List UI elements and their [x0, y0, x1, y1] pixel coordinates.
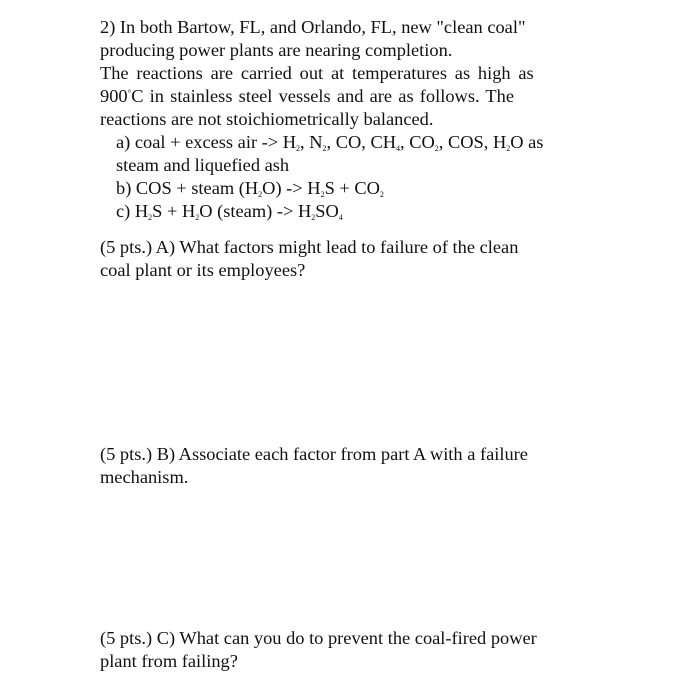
part-a-question — [100, 236, 580, 282]
temperature-rest: C in stainless steel vessels and are as follows. The — [131, 86, 515, 106]
reaction-a: a) coal + excess air -> H2, N2, CO, CH4, CO2, COS, H2O as — [116, 132, 544, 153]
part-a-line-2: coal plant or its employees? — [100, 260, 306, 280]
reaction-c: c) H2S + H2O (steam) -> H2SO4 — [116, 201, 343, 222]
intro-line-1: 2) In both Bartow, FL, and Orlando, FL, new "clean coal" — [100, 17, 526, 37]
degree-symbol: ° — [127, 88, 132, 98]
part-a-line-1: (5 pts.) A) What factors might lead to failure of the clean — [100, 237, 519, 257]
part-b-line-1: (5 pts.) B) Associate each factor from part A with a failure — [100, 444, 528, 464]
intro-line-3: The reactions are carried out at temperatures as high as — [100, 63, 534, 83]
part-c-line-2: plant from failing? — [100, 651, 238, 671]
temperature-value: 900 — [100, 86, 128, 106]
reaction-a-continued: steam and liquefied ash — [116, 155, 290, 175]
intro-line-2: producing power plants are nearing completion. — [100, 40, 453, 60]
question-intro — [100, 16, 580, 131]
reaction-b: b) COS + steam (H2O) -> H2S + CO2 — [116, 178, 384, 199]
part-b-question — [100, 443, 580, 489]
intro-line-4 — [100, 85, 580, 108]
part-c-question — [100, 627, 580, 673]
reactions-list — [100, 131, 580, 223]
intro-line-5: reactions are not stoichiometrically balanced. — [100, 109, 434, 129]
part-b-line-2: mechanism. — [100, 467, 189, 487]
part-c-line-1: (5 pts.) C) What can you do to prevent the coal-fired power — [100, 628, 537, 648]
